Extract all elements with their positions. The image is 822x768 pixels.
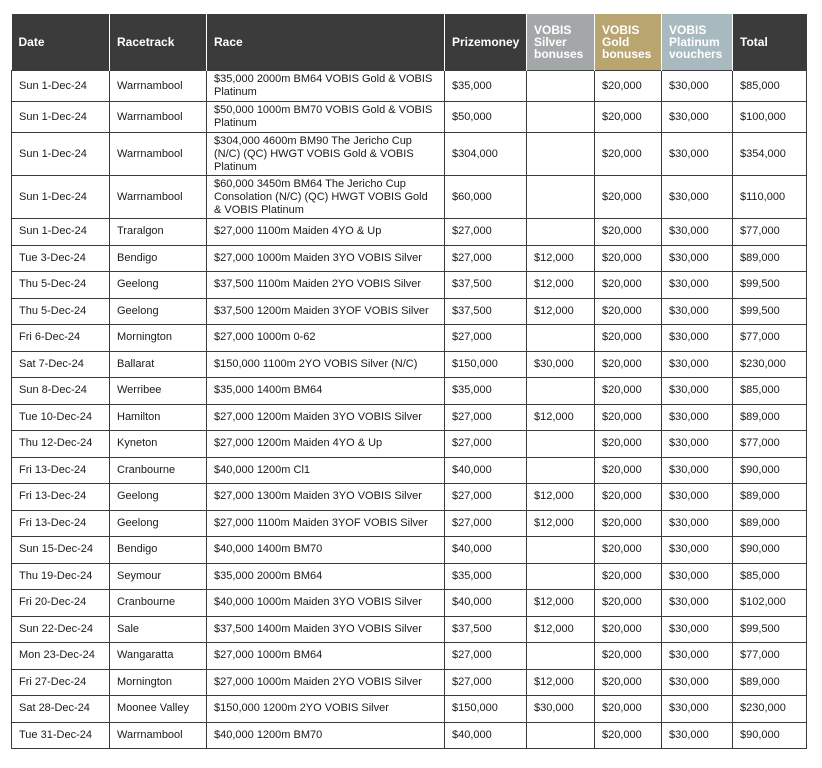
header-platinum-vouchers [662, 14, 733, 71]
cell-platinum-voucher: $30,000 [662, 643, 733, 670]
cell-platinum-voucher: $30,000 [662, 325, 733, 352]
cell-gold-bonus: $20,000 [595, 696, 662, 723]
cell-racetrack: Warrnambool [110, 176, 207, 219]
cell-platinum-voucher: $30,000 [662, 537, 733, 564]
cell-gold-bonus: $20,000 [595, 176, 662, 219]
cell-prizemoney: $37,500 [445, 298, 527, 325]
table-row [12, 722, 807, 749]
cell-racetrack: Geelong [110, 298, 207, 325]
cell-prizemoney: $27,000 [445, 431, 527, 458]
cell-racetrack: Bendigo [110, 537, 207, 564]
cell-platinum-voucher: $30,000 [662, 457, 733, 484]
header-race: Race [207, 14, 445, 71]
header-silver-line: bonuses [534, 47, 584, 61]
table-row [12, 669, 807, 696]
cell-platinum-voucher: $30,000 [662, 102, 733, 133]
cell-racetrack: Wangaratta [110, 643, 207, 670]
header-gold-line: VOBIS [602, 23, 640, 37]
table-row [12, 219, 807, 246]
cell-prizemoney: $50,000 [445, 102, 527, 133]
cell-platinum-voucher: $30,000 [662, 133, 733, 176]
cell-prizemoney: $40,000 [445, 457, 527, 484]
table-row [12, 272, 807, 299]
cell-platinum-voucher: $30,000 [662, 219, 733, 246]
cell-prizemoney: $27,000 [445, 219, 527, 246]
cell-prizemoney: $60,000 [445, 176, 527, 219]
cell-total: $230,000 [733, 696, 807, 723]
cell-prizemoney: $150,000 [445, 351, 527, 378]
cell-racetrack: Bendigo [110, 245, 207, 272]
cell-date: Sun 1-Dec-24 [12, 133, 110, 176]
cell-gold-bonus: $20,000 [595, 643, 662, 670]
cell-silver-bonus: $12,000 [527, 272, 595, 299]
cell-race: $40,000 1400m BM70 [207, 537, 445, 564]
cell-total: $230,000 [733, 351, 807, 378]
cell-total: $354,000 [733, 133, 807, 176]
cell-race: $40,000 1200m Cl1 [207, 457, 445, 484]
cell-silver-bonus [527, 133, 595, 176]
table-row [12, 643, 807, 670]
table-row [12, 510, 807, 537]
cell-racetrack: Kyneton [110, 431, 207, 458]
cell-total: $102,000 [733, 590, 807, 617]
cell-prizemoney: $304,000 [445, 133, 527, 176]
cell-racetrack: Cranbourne [110, 457, 207, 484]
table-header [12, 14, 807, 71]
cell-silver-bonus [527, 378, 595, 405]
header-gold-bonuses [595, 14, 662, 71]
table-body [12, 71, 807, 749]
cell-racetrack: Warrnambool [110, 71, 207, 102]
cell-racetrack: Mornington [110, 325, 207, 352]
cell-prizemoney: $27,000 [445, 510, 527, 537]
cell-date: Thu 5-Dec-24 [12, 298, 110, 325]
table-row [12, 484, 807, 511]
cell-gold-bonus: $20,000 [595, 484, 662, 511]
cell-racetrack: Warrnambool [110, 133, 207, 176]
cell-silver-bonus [527, 722, 595, 749]
cell-total: $77,000 [733, 325, 807, 352]
cell-race: $27,000 1200m Maiden 3YO VOBIS Silver [207, 404, 445, 431]
cell-date: Tue 31-Dec-24 [12, 722, 110, 749]
table-row [12, 325, 807, 352]
cell-race: $27,000 1000m Maiden 2YO VOBIS Silver [207, 669, 445, 696]
cell-silver-bonus: $12,000 [527, 510, 595, 537]
cell-prizemoney: $150,000 [445, 696, 527, 723]
cell-gold-bonus: $20,000 [595, 590, 662, 617]
cell-platinum-voucher: $30,000 [662, 404, 733, 431]
header-prizemoney: Prizemoney [445, 14, 527, 71]
cell-platinum-voucher: $30,000 [662, 245, 733, 272]
cell-total: $85,000 [733, 71, 807, 102]
cell-gold-bonus: $20,000 [595, 563, 662, 590]
table-row [12, 537, 807, 564]
cell-race: $35,000 2000m BM64 [207, 563, 445, 590]
cell-date: Fri 27-Dec-24 [12, 669, 110, 696]
cell-racetrack: Traralgon [110, 219, 207, 246]
cell-race: $60,000 3450m BM64 The Jericho Cup Consolation (N/C) (QC) HWGT VOBIS Gold & VOBIS Platinum [207, 176, 445, 219]
header-gold-line: bonuses [602, 47, 652, 61]
header-racetrack: Racetrack [110, 14, 207, 71]
cell-race: $35,000 1400m BM64 [207, 378, 445, 405]
cell-silver-bonus: $30,000 [527, 696, 595, 723]
cell-race: $27,000 1100m Maiden 3YOF VOBIS Silver [207, 510, 445, 537]
cell-date: Tue 10-Dec-24 [12, 404, 110, 431]
cell-prizemoney: $40,000 [445, 537, 527, 564]
cell-racetrack: Werribee [110, 378, 207, 405]
cell-prizemoney: $27,000 [445, 404, 527, 431]
cell-race: $27,000 1000m 0-62 [207, 325, 445, 352]
cell-gold-bonus: $20,000 [595, 537, 662, 564]
cell-platinum-voucher: $30,000 [662, 510, 733, 537]
header-date: Date [12, 14, 110, 71]
table-row [12, 102, 807, 133]
table-row [12, 431, 807, 458]
cell-silver-bonus [527, 219, 595, 246]
cell-race: $27,000 1000m Maiden 3YO VOBIS Silver [207, 245, 445, 272]
cell-racetrack: Cranbourne [110, 590, 207, 617]
cell-prizemoney: $27,000 [445, 669, 527, 696]
cell-race: $37,500 1400m Maiden 3YO VOBIS Silver [207, 616, 445, 643]
cell-date: Sat 7-Dec-24 [12, 351, 110, 378]
cell-date: Sun 22-Dec-24 [12, 616, 110, 643]
cell-racetrack: Hamilton [110, 404, 207, 431]
cell-gold-bonus: $20,000 [595, 325, 662, 352]
cell-racetrack: Ballarat [110, 351, 207, 378]
cell-racetrack: Mornington [110, 669, 207, 696]
cell-silver-bonus: $12,000 [527, 590, 595, 617]
header-platinum-line: vouchers [669, 47, 723, 61]
cell-total: $90,000 [733, 537, 807, 564]
cell-racetrack: Sale [110, 616, 207, 643]
table-row [12, 176, 807, 219]
cell-racetrack: Warrnambool [110, 102, 207, 133]
cell-date: Fri 20-Dec-24 [12, 590, 110, 617]
cell-race: $35,000 2000m BM64 VOBIS Gold & VOBIS Platinum [207, 71, 445, 102]
cell-date: Fri 13-Dec-24 [12, 510, 110, 537]
header-silver-bonuses [527, 14, 595, 71]
table-row [12, 457, 807, 484]
header-silver-line: Silver [534, 35, 567, 49]
cell-racetrack: Geelong [110, 272, 207, 299]
cell-total: $85,000 [733, 378, 807, 405]
header-total: Total [733, 14, 807, 71]
cell-race: $37,500 1100m Maiden 2YO VOBIS Silver [207, 272, 445, 299]
cell-date: Sun 1-Dec-24 [12, 176, 110, 219]
table-row [12, 696, 807, 723]
cell-date: Sun 8-Dec-24 [12, 378, 110, 405]
table-row [12, 133, 807, 176]
cell-gold-bonus: $20,000 [595, 272, 662, 299]
header-row [12, 14, 807, 71]
cell-gold-bonus: $20,000 [595, 431, 662, 458]
cell-gold-bonus: $20,000 [595, 351, 662, 378]
table-row [12, 616, 807, 643]
cell-prizemoney: $35,000 [445, 563, 527, 590]
cell-silver-bonus [527, 102, 595, 133]
cell-prizemoney: $35,000 [445, 71, 527, 102]
cell-prizemoney: $40,000 [445, 590, 527, 617]
cell-gold-bonus: $20,000 [595, 378, 662, 405]
cell-prizemoney: $40,000 [445, 722, 527, 749]
cell-total: $110,000 [733, 176, 807, 219]
cell-date: Sun 15-Dec-24 [12, 537, 110, 564]
table-row [12, 71, 807, 102]
cell-total: $89,000 [733, 669, 807, 696]
cell-race: $27,000 1300m Maiden 3YO VOBIS Silver [207, 484, 445, 511]
cell-total: $77,000 [733, 219, 807, 246]
cell-race: $27,000 1200m Maiden 4YO & Up [207, 431, 445, 458]
cell-platinum-voucher: $30,000 [662, 590, 733, 617]
cell-prizemoney: $27,000 [445, 484, 527, 511]
cell-gold-bonus: $20,000 [595, 219, 662, 246]
cell-date: Fri 6-Dec-24 [12, 325, 110, 352]
cell-platinum-voucher: $30,000 [662, 484, 733, 511]
cell-date: Fri 13-Dec-24 [12, 457, 110, 484]
cell-race: $150,000 1100m 2YO VOBIS Silver (N/C) [207, 351, 445, 378]
cell-platinum-voucher: $30,000 [662, 722, 733, 749]
cell-gold-bonus: $20,000 [595, 71, 662, 102]
cell-total: $100,000 [733, 102, 807, 133]
cell-silver-bonus: $12,000 [527, 298, 595, 325]
cell-racetrack: Geelong [110, 510, 207, 537]
cell-platinum-voucher: $30,000 [662, 378, 733, 405]
cell-silver-bonus [527, 457, 595, 484]
cell-gold-bonus: $20,000 [595, 102, 662, 133]
race-schedule-table [11, 14, 807, 749]
cell-racetrack: Moonee Valley [110, 696, 207, 723]
cell-total: $89,000 [733, 245, 807, 272]
cell-race: $27,000 1100m Maiden 4YO & Up [207, 219, 445, 246]
cell-silver-bonus: $12,000 [527, 404, 595, 431]
cell-silver-bonus [527, 643, 595, 670]
cell-racetrack: Seymour [110, 563, 207, 590]
cell-gold-bonus: $20,000 [595, 457, 662, 484]
cell-race: $27,000 1000m BM64 [207, 643, 445, 670]
cell-prizemoney: $35,000 [445, 378, 527, 405]
cell-date: Sun 1-Dec-24 [12, 71, 110, 102]
cell-race: $150,000 1200m 2YO VOBIS Silver [207, 696, 445, 723]
cell-total: $77,000 [733, 643, 807, 670]
cell-gold-bonus: $20,000 [595, 404, 662, 431]
cell-racetrack: Geelong [110, 484, 207, 511]
table-row [12, 378, 807, 405]
cell-silver-bonus [527, 431, 595, 458]
cell-total: $77,000 [733, 431, 807, 458]
header-silver-line: VOBIS [534, 23, 572, 37]
cell-platinum-voucher: $30,000 [662, 669, 733, 696]
table-row [12, 590, 807, 617]
cell-silver-bonus [527, 176, 595, 219]
cell-date: Sat 28-Dec-24 [12, 696, 110, 723]
cell-prizemoney: $27,000 [445, 245, 527, 272]
cell-platinum-voucher: $30,000 [662, 298, 733, 325]
header-platinum-line: VOBIS [669, 23, 707, 37]
cell-total: $90,000 [733, 722, 807, 749]
cell-date: Sun 1-Dec-24 [12, 219, 110, 246]
table-row [12, 351, 807, 378]
cell-gold-bonus: $20,000 [595, 510, 662, 537]
cell-silver-bonus [527, 325, 595, 352]
cell-date: Thu 19-Dec-24 [12, 563, 110, 590]
cell-date: Thu 5-Dec-24 [12, 272, 110, 299]
cell-date: Sun 1-Dec-24 [12, 102, 110, 133]
table-row [12, 563, 807, 590]
table-row [12, 245, 807, 272]
cell-platinum-voucher: $30,000 [662, 563, 733, 590]
cell-platinum-voucher: $30,000 [662, 351, 733, 378]
cell-race: $40,000 1000m Maiden 3YO VOBIS Silver [207, 590, 445, 617]
cell-race: $40,000 1200m BM70 [207, 722, 445, 749]
table-row [12, 404, 807, 431]
cell-platinum-voucher: $30,000 [662, 431, 733, 458]
header-gold-line: Gold [602, 35, 630, 49]
cell-gold-bonus: $20,000 [595, 298, 662, 325]
cell-date: Mon 23-Dec-24 [12, 643, 110, 670]
cell-prizemoney: $37,500 [445, 272, 527, 299]
cell-date: Fri 13-Dec-24 [12, 484, 110, 511]
cell-total: $89,000 [733, 510, 807, 537]
cell-race: $50,000 1000m BM70 VOBIS Gold & VOBIS Platinum [207, 102, 445, 133]
cell-total: $99,500 [733, 298, 807, 325]
cell-platinum-voucher: $30,000 [662, 696, 733, 723]
cell-gold-bonus: $20,000 [595, 245, 662, 272]
cell-platinum-voucher: $30,000 [662, 71, 733, 102]
cell-total: $99,500 [733, 272, 807, 299]
cell-race: $37,500 1200m Maiden 3YOF VOBIS Silver [207, 298, 445, 325]
cell-silver-bonus: $12,000 [527, 484, 595, 511]
cell-gold-bonus: $20,000 [595, 133, 662, 176]
cell-racetrack: Warrnambool [110, 722, 207, 749]
cell-silver-bonus [527, 563, 595, 590]
cell-gold-bonus: $20,000 [595, 669, 662, 696]
cell-total: $89,000 [733, 404, 807, 431]
table-row [12, 298, 807, 325]
cell-silver-bonus: $12,000 [527, 616, 595, 643]
cell-silver-bonus: $12,000 [527, 669, 595, 696]
cell-silver-bonus: $12,000 [527, 245, 595, 272]
cell-gold-bonus: $20,000 [595, 722, 662, 749]
cell-prizemoney: $27,000 [445, 325, 527, 352]
cell-date: Tue 3-Dec-24 [12, 245, 110, 272]
cell-silver-bonus: $30,000 [527, 351, 595, 378]
cell-total: $85,000 [733, 563, 807, 590]
cell-gold-bonus: $20,000 [595, 616, 662, 643]
cell-platinum-voucher: $30,000 [662, 616, 733, 643]
cell-date: Thu 12-Dec-24 [12, 431, 110, 458]
cell-total: $89,000 [733, 484, 807, 511]
cell-total: $90,000 [733, 457, 807, 484]
cell-silver-bonus [527, 537, 595, 564]
cell-silver-bonus [527, 71, 595, 102]
header-platinum-line: Platinum [669, 35, 720, 49]
cell-platinum-voucher: $30,000 [662, 272, 733, 299]
cell-prizemoney: $27,000 [445, 643, 527, 670]
cell-race: $304,000 4600m BM90 The Jericho Cup (N/C) (QC) HWGT VOBIS Gold & VOBIS Platinum [207, 133, 445, 176]
cell-prizemoney: $37,500 [445, 616, 527, 643]
cell-total: $99,500 [733, 616, 807, 643]
cell-platinum-voucher: $30,000 [662, 176, 733, 219]
